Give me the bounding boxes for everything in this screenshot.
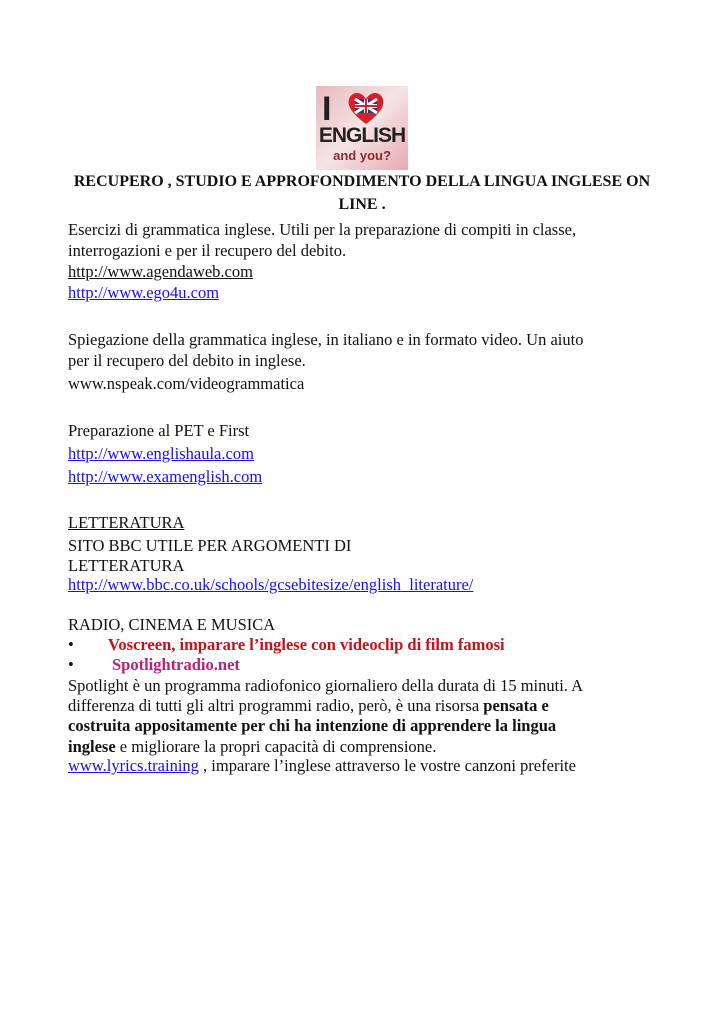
nspeak-url: www.nspeak.com/videogrammatica (68, 374, 305, 393)
bullet-icon: • (68, 655, 74, 674)
radio-cinema-heading: RADIO, CINEMA E MUSICA (68, 615, 276, 634)
grammar-video-text: per il recupero del debito in inglese. (68, 351, 306, 370)
ego4u-link[interactable]: http://www.ego4u.com (68, 283, 220, 302)
examenglish-link[interactable]: http://www.examenglish.com (68, 467, 263, 486)
bullet-item-voscreen (68, 634, 505, 655)
grammar-exercises-text: Esercizi di grammatica inglese. Utili per la preparazione di compiti in classe, (68, 220, 577, 239)
logo-tagline: and you? (333, 148, 391, 163)
lyrics-description: , imparare l’inglese attraverso le vostre canzoni preferite (198, 756, 576, 775)
lyrics-training-link[interactable]: www.lyrics.training (68, 756, 199, 775)
voscreen-text: Voscreen, imparare l’inglese con videoclip di film famosi (108, 635, 505, 654)
bbc-description: LETTERATURA (68, 556, 185, 575)
page-title-line-2: LINE . (338, 196, 386, 213)
lyrics-training-line (68, 755, 576, 776)
spotlightradio-text: Spotlightradio.net (112, 655, 240, 674)
heart-uk-flag-icon (346, 90, 386, 126)
spotlight-description (68, 736, 436, 757)
spotlight-description (68, 695, 549, 716)
i-love-english-logo (316, 86, 408, 170)
grammar-exercises-text: interrogazioni e per il recupero del debito. (68, 241, 347, 260)
agendaweb-link[interactable]: http://www.agendaweb.com (68, 262, 253, 281)
pet-first-heading: Preparazione al PET e First (68, 421, 250, 440)
logo-i: I (322, 90, 332, 128)
bullet-item-spotlight (68, 654, 240, 675)
bullet-icon: • (68, 635, 74, 654)
bbc-literature-link[interactable]: http://www.bbc.co.uk/schools/gcsebitesize/english_literature/ (68, 575, 474, 594)
spotlight-description: Spotlight è un programma radiofonico giornaliero della durata di 15 minuti. A (68, 676, 584, 695)
bold-text: inglese (68, 737, 116, 756)
page-title-line-1: RECUPERO , STUDIO E APPROFONDIMENTO DELLA LINGUA INGLESE ON (73, 173, 651, 190)
bold-text: pensata e (483, 696, 549, 715)
text: e migliorare la propri capacità di comprensione. (115, 737, 437, 756)
grammar-video-text: Spiegazione della grammatica inglese, in italiano e in formato video. Un aiuto (68, 330, 584, 349)
bbc-description: SITO BBC UTILE PER ARGOMENTI DI (68, 536, 352, 555)
spotlight-description-bold: costruita appositamente per chi ha intenzione di apprendere la lingua (68, 716, 557, 735)
logo-english: ENGLISH (318, 124, 406, 147)
literature-heading: LETTERATURA (68, 513, 185, 532)
englishaula-link[interactable]: http://www.englishaula.com (68, 444, 254, 463)
text: differenza di tutti gli altri programmi radio, però, è una risorsa (68, 696, 484, 715)
